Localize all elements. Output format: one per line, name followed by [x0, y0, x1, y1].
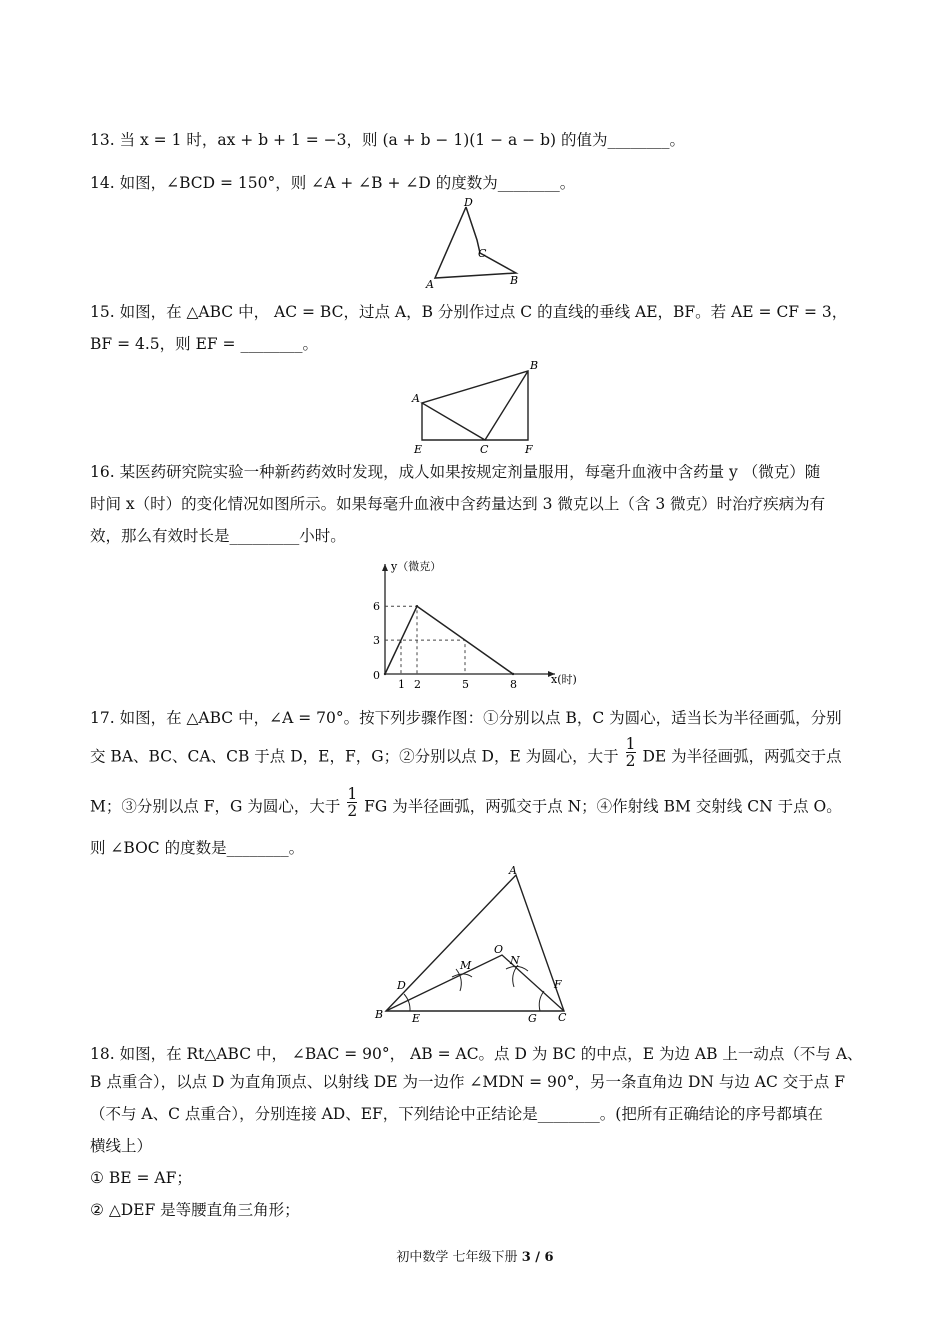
- q17-text-2b: DE 为半径画弧，两弧交于点: [642, 747, 842, 766]
- q17-label-d: D: [397, 979, 406, 992]
- q16-text-3: 效，那么有效时长是_________小时。: [90, 527, 346, 545]
- q16-text-2: 时间 x（时）的变化情况如图所示。如果每毫升血液中含药量达到 3 微克以上（含 3 微克）时治疗疾病为有: [90, 495, 826, 513]
- origin-label: 0: [373, 669, 380, 682]
- q17-triangle: [386, 875, 564, 1011]
- q17-fraction-2: [347, 786, 357, 819]
- q17-text-3: [90, 785, 842, 820]
- q17-label-n: N: [510, 954, 520, 967]
- y-tick-label: 6: [373, 600, 380, 614]
- q15-label-a: A: [412, 392, 420, 405]
- q14-label-c: C: [478, 247, 487, 260]
- q16-text-1: 16. 某医药研究院实验一种新药药效时发现，成人如果按规定剂量服用，每毫升血液中含药量 y （微克）随: [90, 463, 821, 481]
- q17-label-e: E: [412, 1012, 421, 1025]
- q15-text-2: BF = 4.5，则 EF = ________。: [90, 335, 318, 353]
- q17-label-a: A: [509, 864, 517, 877]
- q15-label-e: E: [414, 443, 423, 456]
- q17-text-3a: M；③分别以点 F，G 为圆心，大于: [90, 797, 341, 816]
- y-axis-label: y（微克）: [391, 560, 442, 573]
- q17-text-4: 则 ∠BOC 的度数是________。: [90, 839, 305, 857]
- q17-fraction-2-den: 2: [347, 802, 358, 820]
- q15-lines: [422, 371, 528, 440]
- y-tick-label: 3: [373, 634, 380, 648]
- page-number: 3 / 6: [521, 1250, 554, 1265]
- q17-label-c: C: [558, 1011, 567, 1024]
- y-axis-arrow: [382, 564, 388, 571]
- q17-label-f: F: [554, 978, 562, 991]
- q18-text-3: （不与 A、C 点重合），分别连接 AD、EF，下列结论中正结论是________。(把所有正确结论的序号都填在: [90, 1105, 823, 1123]
- q17-fraction-1-den: 2: [625, 752, 636, 770]
- q16-chart: [365, 556, 585, 691]
- q17-fraction-1-num: 1: [625, 735, 636, 753]
- q17-arc-m2: [452, 974, 472, 977]
- q15-label-b: B: [530, 359, 539, 372]
- x-tick-label: 5: [462, 678, 469, 691]
- q14-figure: [420, 193, 530, 293]
- q18-text-5: ① BE = AF；: [90, 1169, 192, 1187]
- q17-label-g: G: [528, 1012, 537, 1025]
- q14-label-d: D: [464, 196, 473, 209]
- q15-figure: [408, 357, 548, 457]
- q17-text-1: 17. 如图，在 △ABC 中，∠A = 70°。按下列步骤作图：①分别以点 B，C 为圆心，适当长为半径画弧，分别: [90, 709, 842, 727]
- q18-text-2: B 点重合），以点 D 为直角顶点、以射线 DE 为一边作 ∠MDN = 90°，另一条直角边 DN 与边 AC 交于点 F: [90, 1073, 845, 1091]
- q14-label-b: B: [510, 274, 519, 287]
- q13-text: 13. 当 x = 1 时，ax + b + 1 = −3，则 (a + b − 1)(1 − a − b) 的值为________。: [90, 131, 685, 149]
- data-point: [416, 605, 418, 607]
- q17-label-m: M: [460, 959, 472, 972]
- q17-figure: [372, 865, 582, 1025]
- footer-text: 初中数学 七年级下册: [396, 1250, 522, 1265]
- q14-text: 14. 如图，∠BCD = 150°，则 ∠A + ∠B + ∠D 的度数为________。: [90, 174, 576, 192]
- guide-level-3: [385, 640, 465, 674]
- q14-quadrilateral: [435, 207, 516, 278]
- q17-fraction-1: [626, 736, 636, 769]
- q15-label-c: C: [480, 443, 489, 456]
- q18-text-6: ② △DEF 是等腰直角三角形；: [90, 1201, 300, 1219]
- x-tick-label: 8: [510, 678, 517, 691]
- q17-text-2: [90, 735, 842, 770]
- data-point: [512, 673, 514, 675]
- q17-arc-c: [539, 991, 544, 1011]
- x-tick-label: 1: [398, 678, 405, 691]
- q15-text-1: 15. 如图，在 △ABC 中， AC = BC，过点 A，B 分别作过点 C 的直线的垂线 AE，BF。若 AE = CF = 3，: [90, 303, 848, 321]
- data-point: [384, 673, 386, 675]
- x-axis-label: x(时): [551, 673, 577, 686]
- q15-label-f: F: [525, 443, 533, 456]
- q14-label-a: A: [426, 278, 434, 291]
- page-footer: [0, 1246, 950, 1265]
- q18-text-4: 横线上）: [90, 1137, 153, 1155]
- q18-text-1: 18. 如图，在 Rt△ABC 中， ∠BAC = 90°， AB = AC。点 D 为 BC 的中点，E 为边 AB 上一动点（不与 A、: [90, 1045, 863, 1063]
- q17-text-3b: FG 为半径画弧，两弧交于点 N；④作射线 BM 交射线 CN 于点 O。: [364, 797, 842, 816]
- x-tick-label: 2: [414, 678, 421, 691]
- q17-label-b: B: [375, 1008, 384, 1021]
- q17-label-o: O: [494, 943, 504, 956]
- q17-fraction-2-num: 1: [347, 785, 358, 803]
- q17-text-2a: 交 BA、BC、CA、CB 于点 D，E，F，G；②分别以点 D，E 为圆心，大于: [90, 747, 619, 766]
- q17-arc-m1: [456, 969, 461, 991]
